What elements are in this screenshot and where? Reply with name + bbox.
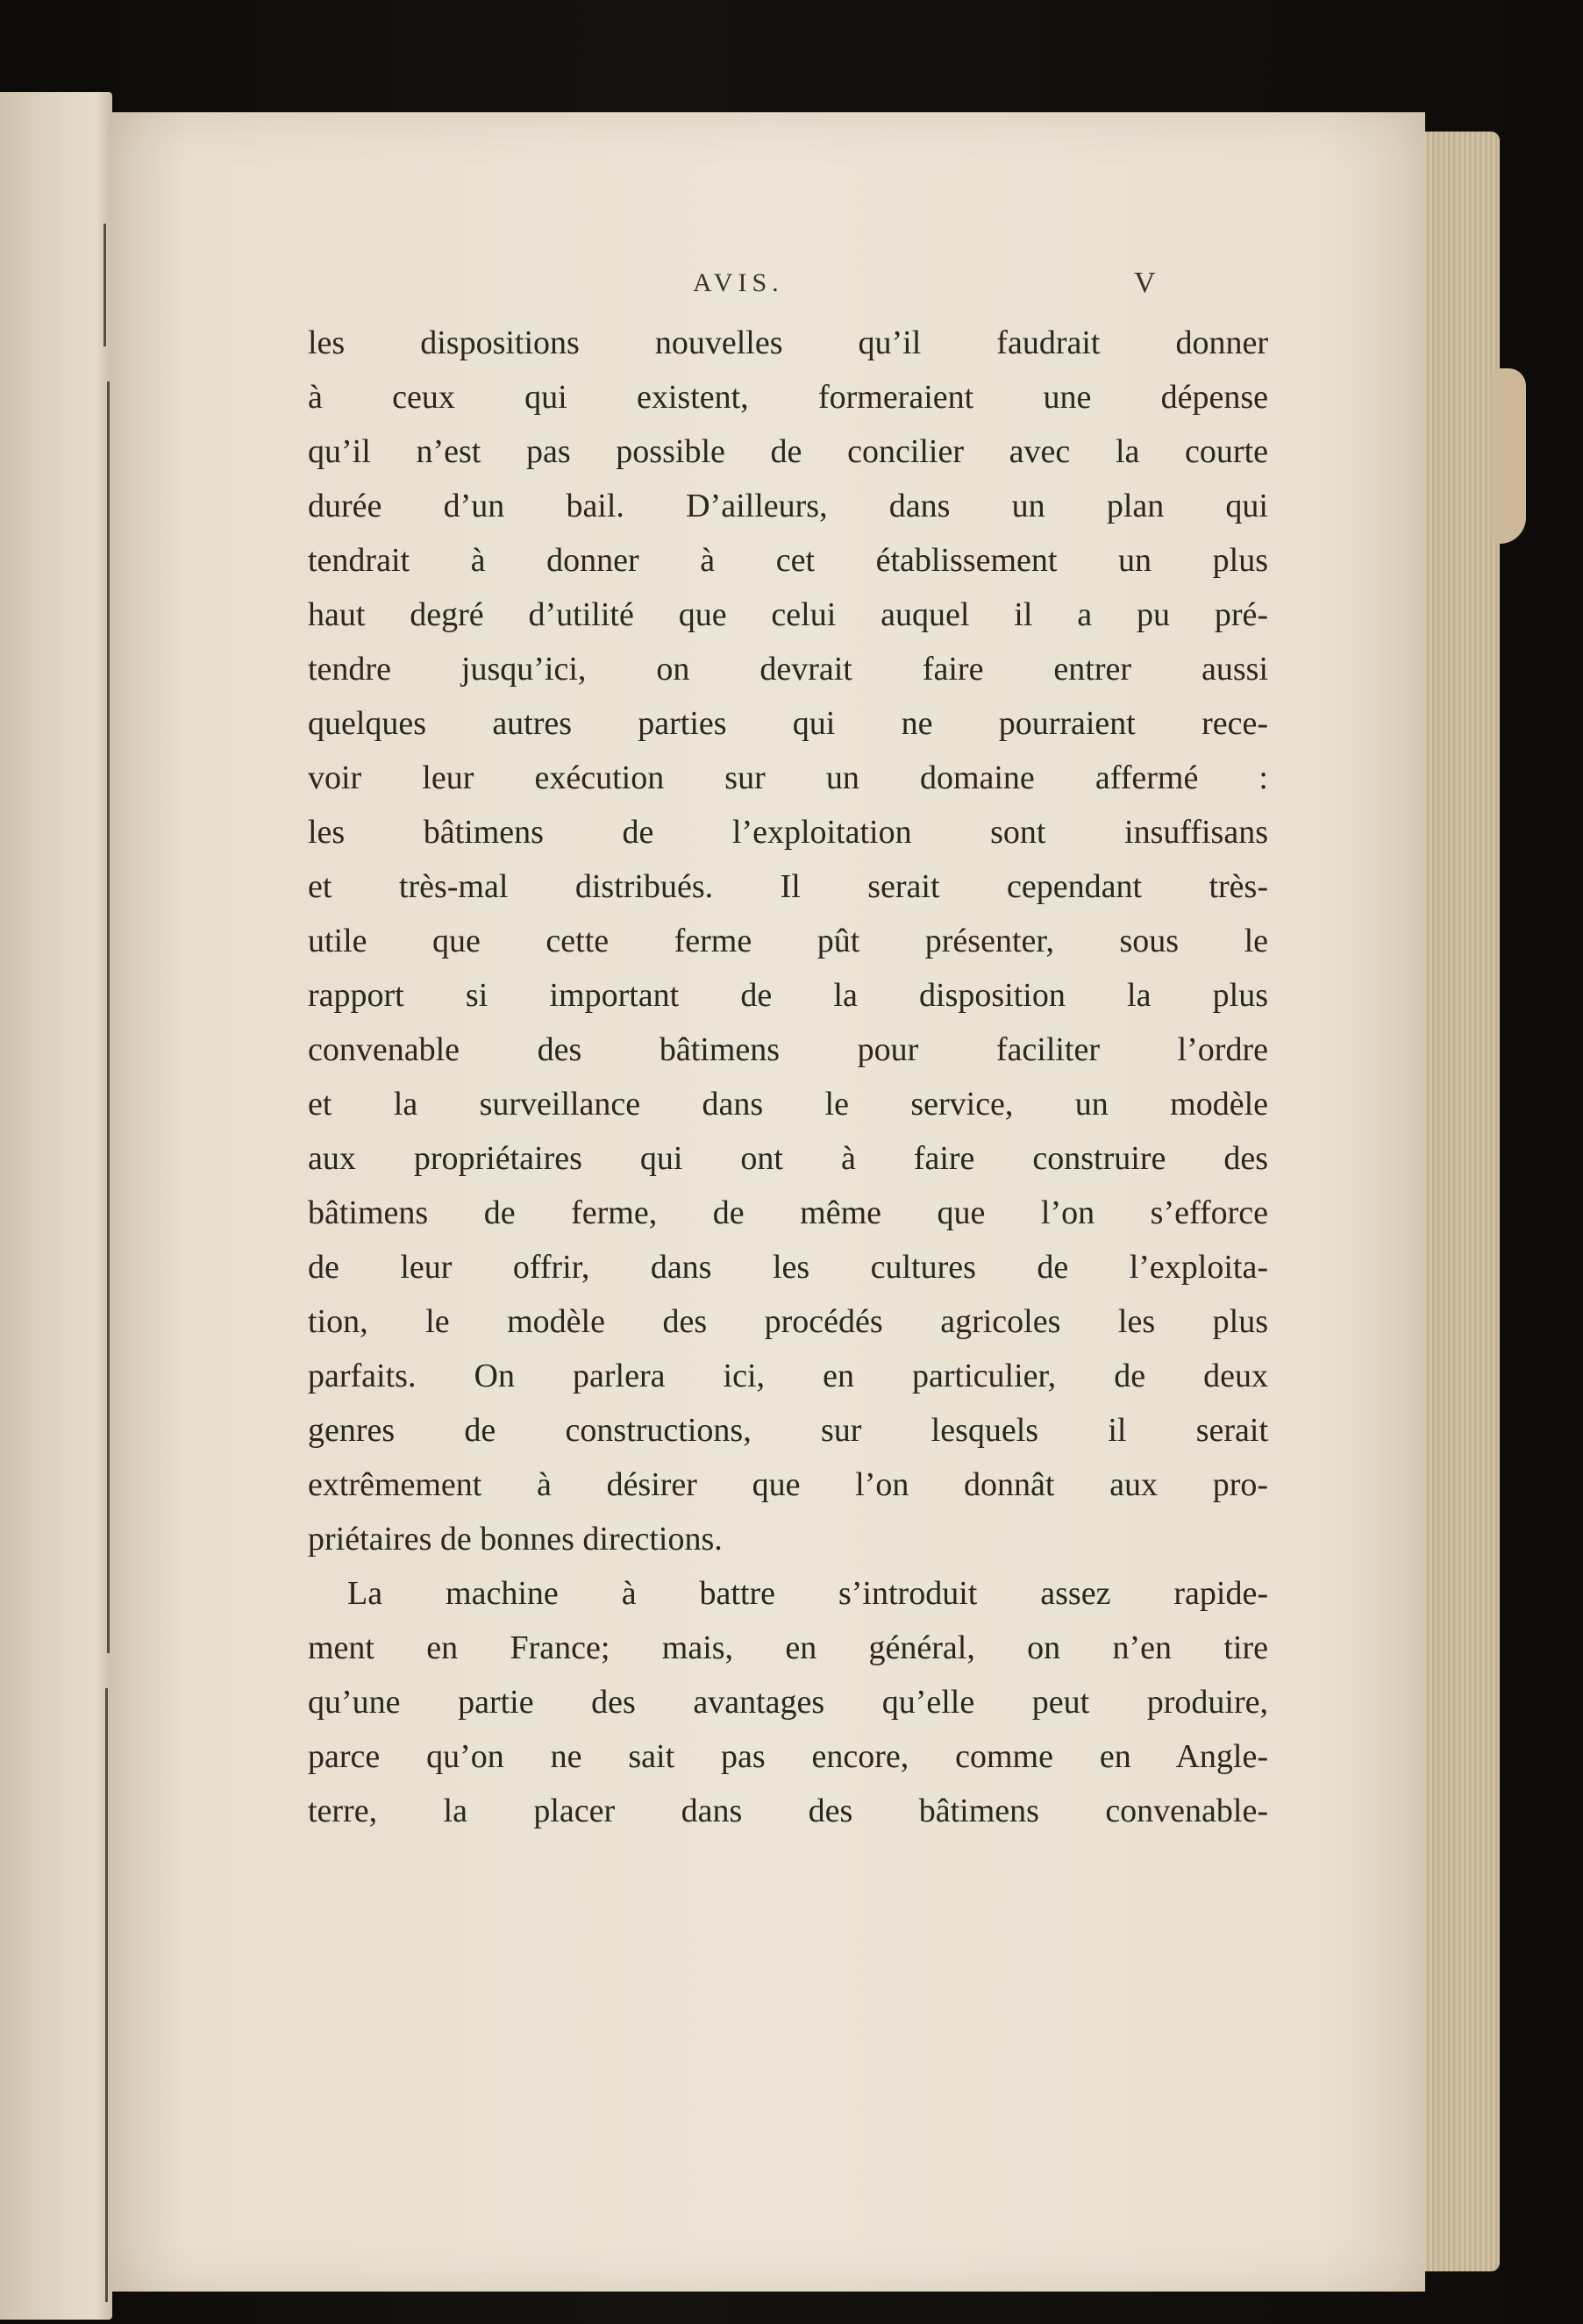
text-line: haut degré d’utilité que celui auquel il a pu pré- <box>308 596 1268 633</box>
torn-page-fragment <box>1491 368 1526 544</box>
text-line: qu’une partie des avantages qu’elle peut produire, <box>308 1684 1268 1721</box>
text-line: et la surveillance dans le service, un modèle <box>308 1086 1268 1123</box>
text-line: les bâtimens de l’exploitation sont insuffisans <box>308 814 1268 851</box>
text-line: tion, le modèle des procédés agricoles les plus <box>308 1303 1268 1340</box>
text-line: extrêmement à désirer que l’on donnât aux pro- <box>308 1466 1268 1503</box>
text-line: utile que cette ferme pût présenter, sous le <box>308 923 1268 959</box>
text-line: tendre jusqu’ici, on devrait faire entrer aussi <box>308 651 1268 688</box>
text-line: durée d’un bail. D’ailleurs, dans un plan qui <box>308 488 1268 524</box>
text-line: quelques autres parties qui ne pourraient rece- <box>308 705 1268 742</box>
book-page <box>110 112 1425 2292</box>
text-line: convenable des bâtimens pour faciliter l’ordre <box>308 1031 1268 1068</box>
text-line: parce qu’on ne sait pas encore, comme en Angle- <box>308 1738 1268 1775</box>
text-line: parfaits. On parlera ici, en particulier, de deux <box>308 1358 1268 1394</box>
facing-page-edge <box>0 92 112 2320</box>
text-line: terre, la placer dans des bâtimens convenable- <box>308 1793 1268 1829</box>
text-line: qu’il n’est pas possible de concilier avec la courte <box>308 433 1268 470</box>
text-line: ment en France; mais, en général, on n’en tire <box>308 1629 1268 1666</box>
running-head-title: AVIS. <box>693 268 784 297</box>
page-number: V <box>1134 267 1156 299</box>
text-line: à ceux qui existent, formeraient une dépense <box>308 379 1268 416</box>
text-line: de leur offrir, dans les cultures de l’exploita- <box>308 1249 1268 1286</box>
body-text <box>308 316 1268 1838</box>
text-line: aux propriétaires qui ont à faire construire des <box>308 1140 1268 1177</box>
text-line: priétaires de bonnes directions. <box>308 1521 723 1558</box>
running-head <box>110 268 1425 303</box>
text-line: les dispositions nouvelles qu’il faudrait donner <box>308 324 1268 361</box>
text-line: voir leur exécution sur un domaine affermé : <box>308 759 1268 796</box>
text-line: et très-mal distribués. Il serait cependant très- <box>308 868 1268 905</box>
text-line: bâtimens de ferme, de même que l’on s’efforce <box>308 1194 1268 1231</box>
text-line: rapport si important de la disposition la plus <box>308 977 1268 1014</box>
text-line: La machine à battre s’introduit assez rapide- <box>347 1575 1268 1612</box>
text-line: tendrait à donner à cet établissement un plus <box>308 542 1268 579</box>
text-line: genres de constructions, sur lesquels il serait <box>308 1412 1268 1449</box>
